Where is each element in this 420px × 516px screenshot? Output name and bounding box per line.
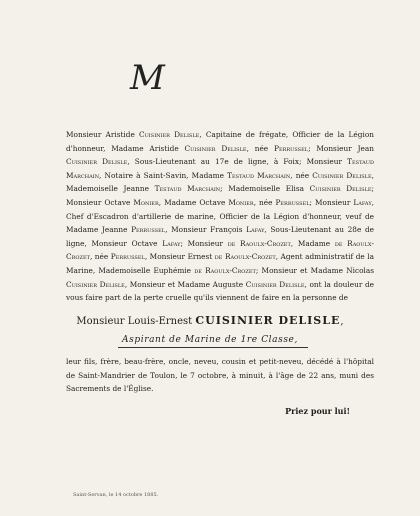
family-name: de Raoulx-Crozet [214, 252, 276, 262]
text-run: Monsieur Aristide [66, 130, 139, 139]
text-run: , Notaire à Saint-Savin, Madame [99, 170, 228, 180]
place-date-footer: Saint-Servan, le 14 octobre 1885. [73, 492, 159, 498]
family-name: Perrussel [274, 143, 309, 153]
deceased-prefix: Monsieur Louis-Ernest [76, 316, 196, 327]
text-run: ; Monsieur [309, 197, 354, 207]
text-run: , Madame [290, 238, 335, 248]
family-name: Monier [133, 197, 159, 207]
family-name: Cuisinier Delisle [66, 157, 128, 167]
family-name: Cuisinier Delisle [312, 170, 372, 180]
text-run: , Sous-Lieutenant au 17e de ligne, à Foix; Monsieur [127, 157, 348, 167]
text-run: ; Monsieur [180, 238, 228, 248]
family-name: Testaud Marchain [227, 170, 291, 180]
family-name: Cuisinier Delisle [138, 130, 200, 139]
family-name: Perrussel [275, 197, 310, 207]
family-name: Lafay [246, 225, 265, 235]
family-name: Cuisinier Delisle [66, 279, 125, 289]
text-run: , Chef d'Escadron d'artillerie de marine, Officier de la Légion d'honneur, veuf de Madame Jeanne [66, 197, 374, 235]
deceased-suffix: , [340, 316, 344, 327]
death-details-paragraph: leur fils, frère, beau-frère, oncle, neveu, cousin et petit-neveu, décédé à l'hôpital de Saint-Mandrier de Toulon, le 7 octobre, à minuit, à l'âge de 22 ans, muni des Sacrements de l'Église. [66, 357, 374, 394]
text-run: , née [290, 170, 313, 180]
text-run: , ont la douleur de vous faire part de la perte cruelle qu'ils viennent de faire en la personne de [66, 279, 374, 303]
text-run: ; Monsieur Octave [66, 184, 374, 207]
family-name: Monier [228, 197, 254, 207]
family-name: de Raoulx-Crozet [227, 238, 291, 248]
family-name: Lafay [162, 238, 181, 248]
family-name: Testaud Marchain [66, 157, 374, 180]
family-name: de Raoulx-Crozet [194, 265, 256, 275]
family-name: Cuisinier Delisle [184, 143, 247, 153]
text-run: ; Monsieur Jean [308, 143, 374, 153]
family-name: de Raoulx-Crozet [66, 238, 374, 262]
text-run: , née [246, 143, 274, 153]
deceased-name [0, 314, 420, 327]
family-name: Perrussel [131, 225, 166, 235]
text-run: , Monsieur François [165, 225, 247, 235]
text-run: , Agent administratif de la Marine, Mademoiselle Euphémie [66, 252, 375, 275]
text-run: , Mademoiselle Jeanne [66, 170, 374, 194]
text-run: , née [89, 252, 111, 262]
announcement-paragraph [66, 128, 374, 305]
decorative-initial: M [130, 58, 165, 98]
text-run: , Monsieur Ernest [144, 252, 215, 262]
family-name: Lafay [353, 197, 372, 207]
deceased-surname: CUISINIER DELISLE [195, 314, 341, 327]
text-run: , Monsieur et Madame Auguste [124, 279, 246, 289]
deceased-rank: Aspirant de Marine de 1re Classe, [122, 335, 298, 345]
text-run: ; Mademoiselle Elisa [220, 184, 310, 194]
text-run: , Madame Octave [158, 197, 229, 207]
rank-underline [118, 347, 308, 348]
family-name: Perrussel [110, 252, 145, 262]
family-name: Cuisinier Delisle [245, 279, 305, 289]
text-run: ; Monsieur et Madame Nicolas [255, 265, 374, 275]
text-run: , née [253, 197, 276, 207]
text-run: , Capitaine de frégate, Officier de la Légion d'honneur, Madame Aristide [66, 130, 374, 153]
prayer-line: Priez pour lui! [285, 406, 350, 416]
family-name: Testaud Marchain [154, 184, 221, 194]
text-run: , Sous-Lieutenant au 28e de ligne, Monsieur Octave [66, 225, 374, 248]
family-name: Cuisinier Delisle [309, 184, 372, 194]
